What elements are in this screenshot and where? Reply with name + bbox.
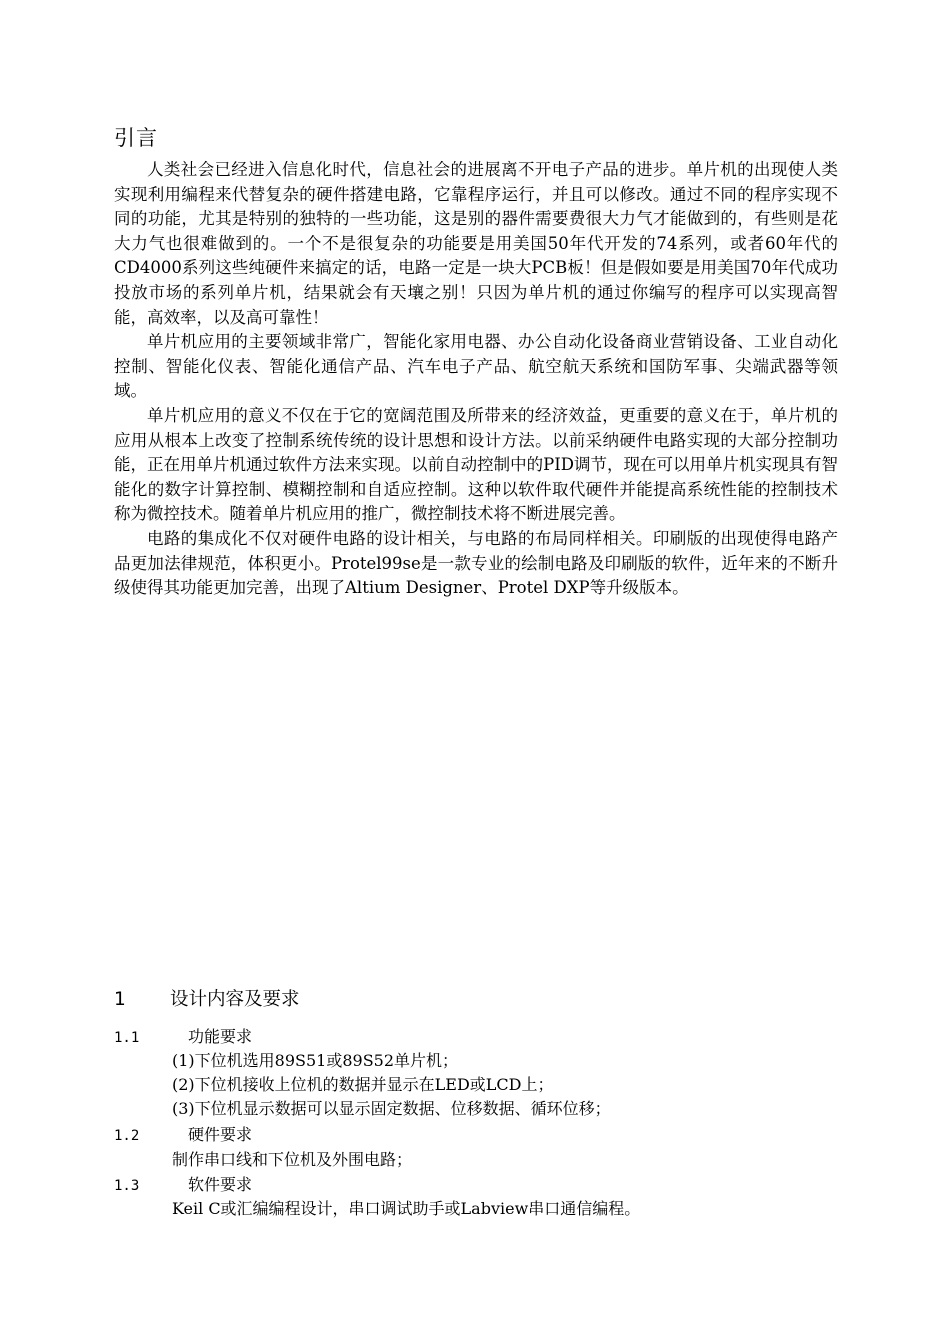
subsection-number: 1.3 [114, 1178, 140, 1194]
subsection-heading-software [114, 1172, 252, 1195]
requirement-item: 制作串口线和下位机及外围电路； [172, 1150, 413, 1169]
subsection-title: 功能要求 [188, 1027, 253, 1046]
intro-paragraph: 人类社会已经进入信息化时代，信息社会的进展离不开电子产品的进步。单片机的出现使人类实现利用编程来代替复杂的硬件搭建电路，它靠程序运行，并且可以修改。通过不同的程序实现不同的功能，尤其是特别的独特的一些功能，这是别的器件需要费很大力气才能做到的，有些则是花大力气也很难做到的。一个不是很复杂的功能要是用美国50年代开发的74系列，或者60年代的CD4000系列这些纯硬件来搞定的话，电路一定是一块大PCB板！但是假如要是用美国70年代成功投放市场的系列单片机，结果就会有天壤之别！只因为单片机的通过你编写的程序可以实现高智能，高效率，以及高可靠性！ [114, 160, 838, 327]
subsection-title: 硬件要求 [188, 1125, 253, 1144]
intro-paragraph: 单片机应用的意义不仅在于它的宽阔范围及所带来的经济效益，更重要的意义在于，单片机的应用从根本上改变了控制系统传统的设计思想和设计方法。以前采纳硬件电路实现的大部分控制功能，正在用单片机通过软件方法来实现。以前自动控制中的PID调节，现在可以用单片机实现具有智能化的数字计算控制、模糊控制和自适应控制。这种以软件取代硬件并能提高系统性能的控制技术称为微控技术。随着单片机应用的推广，微控制技术将不断进展完善。 [114, 405, 838, 524]
intro-paragraph: 电路的集成化不仅对硬件电路的设计相关，与电路的布局同样相关。印刷版的出现使得电路产品更加法律规范，体积更小。Protel99se是一款专业的绘制电路及印刷版的软件，近年来的不断升级使得其功能更加完善，出现了Altium Designer、Protel DXP等升级版本。 [114, 528, 838, 598]
section-number: 1 [114, 989, 126, 1010]
intro-heading: 引言 [114, 126, 158, 150]
requirement-item: Keil C或汇编编程设计，串口调试助手或Labview串口通信编程。 [172, 1199, 641, 1218]
intro-body [114, 158, 838, 601]
requirement-item: (3)下位机显示数据可以显示固定数据、位移数据、循环位移； [172, 1099, 611, 1118]
subsection-number: 1.2 [114, 1128, 140, 1144]
requirement-item: (1)下位机选用89S51或89S52单片机； [172, 1051, 459, 1070]
subsection-heading-hardware [114, 1122, 252, 1145]
section-heading [114, 985, 300, 1011]
intro-paragraph: 单片机应用的主要领域非常广，智能化家用电器、办公自动化设备商业营销设备、工业自动化控制、智能化仪表、智能化通信产品、汽车电子产品、航空航天系统和国防军事、尖端武器等领域。 [114, 332, 838, 401]
requirement-item: (2)下位机接收上位机的数据并显示在LED或LCD上； [172, 1075, 554, 1094]
subsection-number: 1.1 [114, 1030, 140, 1046]
section-title: 设计内容及要求 [170, 989, 300, 1010]
subsection-title: 软件要求 [188, 1175, 253, 1194]
subsection-heading-functional [114, 1024, 252, 1047]
